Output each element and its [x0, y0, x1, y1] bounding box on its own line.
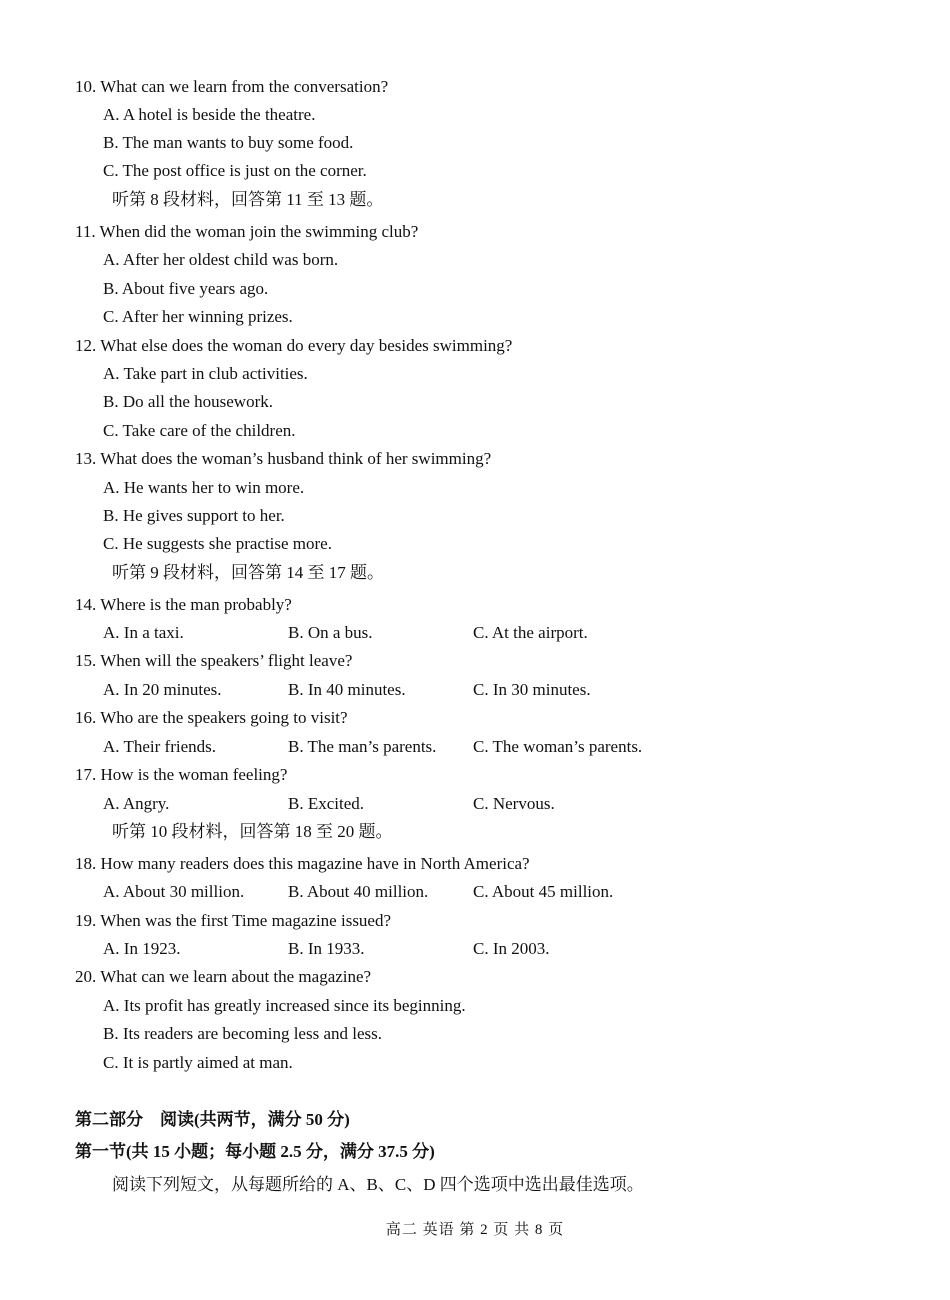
- part-heading: 第二部分 阅读(共两节，满分 50 分): [75, 1110, 350, 1129]
- option-13a: A. He wants her to win more.: [103, 478, 305, 497]
- option-15b: B. In 40 minutes.: [288, 680, 406, 699]
- option-14a: A. In a taxi.: [103, 623, 184, 642]
- option-17b: B. Excited.: [288, 794, 365, 813]
- question-15: 15. When will the speakers’ flight leave?: [75, 651, 353, 670]
- option-19a: A. In 1923.: [103, 939, 181, 958]
- question-18: 18. How many readers does this magazine have in North America?: [75, 854, 530, 873]
- option-13b: B. He gives support to her.: [103, 506, 285, 525]
- question-13: 13. What does the woman’s husband think of her swimming?: [75, 449, 492, 468]
- listening-instruction-10: 听第 10 段材料，回答第 18 至 20 题。: [112, 822, 393, 841]
- listening-instruction-9: 听第 9 段材料，回答第 14 至 17 题。: [112, 563, 384, 582]
- reading-instruction: 阅读下列短文，从每题所给的 A、B、C、D 四个选项中选出最佳选项。: [112, 1175, 644, 1194]
- question-17: 17. How is the woman feeling?: [75, 765, 288, 784]
- option-18a: A. About 30 million.: [103, 882, 245, 901]
- option-12a: A. Take part in club activities.: [103, 364, 308, 383]
- option-17c: C. Nervous.: [473, 794, 555, 813]
- option-12b: B. Do all the housework.: [103, 392, 273, 411]
- listening-instruction-8: 听第 8 段材料，回答第 11 至 13 题。: [112, 190, 384, 209]
- option-16b: B. The man’s parents.: [288, 737, 437, 756]
- question-14: 14. Where is the man probably?: [75, 595, 292, 614]
- section-heading: 第一节(共 15 小题；每小题 2.5 分，满分 37.5 分): [75, 1142, 435, 1161]
- option-13c: C. He suggests she practise more.: [103, 534, 332, 553]
- question-16: 16. Who are the speakers going to visit?: [75, 708, 348, 727]
- question-10: 10. What can we learn from the conversation?: [75, 77, 389, 96]
- question-12: 12. What else does the woman do every day besides swimming?: [75, 336, 513, 355]
- option-10a: A. A hotel is beside the theatre.: [103, 105, 316, 124]
- option-11c: C. After her winning prizes.: [103, 307, 293, 326]
- question-20: 20. What can we learn about the magazine?: [75, 967, 372, 986]
- option-14c: C. At the airport.: [473, 623, 588, 642]
- option-18b: B. About 40 million.: [288, 882, 429, 901]
- option-20c: C. It is partly aimed at man.: [103, 1053, 293, 1072]
- option-17a: A. Angry.: [103, 794, 170, 813]
- option-20a: A. Its profit has greatly increased since its beginning.: [103, 996, 466, 1015]
- option-11a: A. After her oldest child was born.: [103, 250, 339, 269]
- option-19c: C. In 2003.: [473, 939, 550, 958]
- option-18c: C. About 45 million.: [473, 882, 614, 901]
- option-15a: A. In 20 minutes.: [103, 680, 222, 699]
- option-16c: C. The woman’s parents.: [473, 737, 643, 756]
- question-19: 19. When was the first Time magazine issued?: [75, 911, 392, 930]
- option-15c: C. In 30 minutes.: [473, 680, 591, 699]
- option-14b: B. On a bus.: [288, 623, 373, 642]
- option-16a: A. Their friends.: [103, 737, 216, 756]
- option-12c: C. Take care of the children.: [103, 421, 296, 440]
- option-10b: B. The man wants to buy some food.: [103, 133, 354, 152]
- option-10c: C. The post office is just on the corner.: [103, 161, 367, 180]
- page-footer: 高二 英语 第 2 页 共 8 页: [385, 1222, 565, 1238]
- option-11b: B. About five years ago.: [103, 279, 269, 298]
- question-11: 11. When did the woman join the swimming club?: [75, 222, 419, 241]
- option-20b: B. Its readers are becoming less and less.: [103, 1024, 382, 1043]
- option-19b: B. In 1933.: [288, 939, 365, 958]
